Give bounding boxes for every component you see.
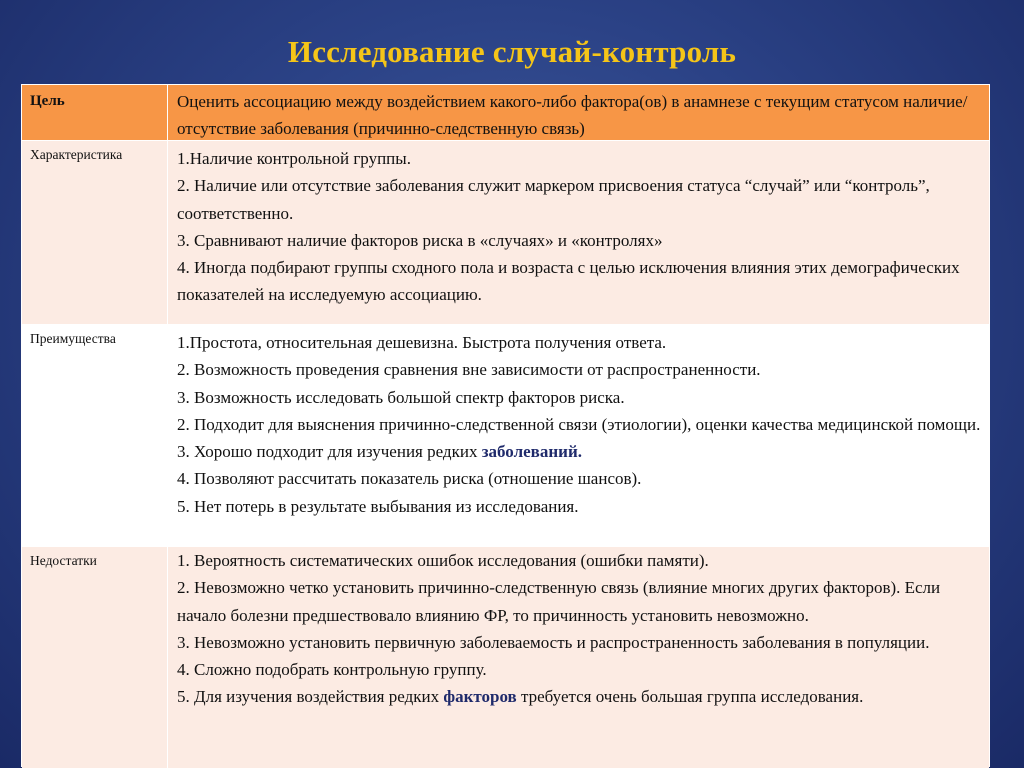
comparison-table (21, 84, 990, 767)
list-item (177, 683, 981, 710)
list-item: 3. Невозможно установить первичную заболеваемость и распространенность заболевания в популяции. (177, 632, 930, 652)
list-item: 4. Иногда подбирают группы сходного пола и возраста с целью исключения влияния этих демографических показателей на исследуемую ассоциацию. (177, 258, 960, 305)
list-item: 4. Сложно подобрать контрольную группу. (177, 660, 487, 680)
list-item: 3. Сравнивают наличие факторов риска в «случаях» и «контролях» (177, 230, 663, 250)
list-item-emphasis: заболеваний. (481, 442, 582, 462)
row-label-goal: Цель (22, 85, 168, 140)
table-row-advantages (22, 325, 989, 547)
table-row-goal (22, 85, 989, 141)
row-label-disadvantages: Недостатки (22, 547, 168, 768)
table-row-disadvantages (22, 547, 989, 768)
list-item: 4. Позволяют рассчитать показатель риска (отношение шансов). (177, 469, 642, 489)
list-item: 3. Возможность исследовать большой спектр факторов риска. (177, 387, 625, 407)
slide-title: Исследование случай-контроль (287, 34, 737, 69)
row-content-disadvantages (168, 547, 989, 768)
list-item: 1.Наличие контрольной группы. (177, 149, 411, 168)
list-item: 1. Вероятность систематических ошибок исследования (ошибки памяти). (177, 551, 709, 570)
list-item (177, 438, 981, 465)
list-item-text: 5. Для изучения воздействия редких (177, 687, 444, 707)
list-item: 2. Возможность проведения сравнения вне зависимости от распространенности. (177, 360, 761, 380)
list-item: 1.Простота, относительная дешевизна. Быстрота получения ответа. (177, 333, 667, 352)
table-row-characteristics (22, 141, 989, 325)
list-item-text: требуется очень большая группа исследования. (516, 687, 864, 707)
list-item: 5. Нет потерь в результате выбывания из исследования. (177, 496, 579, 516)
row-label-characteristics: Характеристика (22, 141, 168, 324)
row-label-advantages: Преимущества (22, 325, 168, 546)
row-content-characteristics (168, 141, 989, 324)
row-content-goal: Оценить ассоциацию между воздействием какого-либо фактора(ов) в анамнезе с текущим статусом наличие/отсутствие заболевания (причинно-следственную связь) (177, 92, 968, 138)
list-item-text: 3. Хорошо подходит для изучения редких (177, 442, 482, 462)
list-item: 2. Наличие или отсутствие заболевания служит маркером присвоения статуса “случай” или “контроль”, соответственно. (177, 176, 930, 223)
list-item-emphasis: факторов (443, 687, 517, 707)
row-content-advantages (168, 325, 989, 546)
list-item: 2. Невозможно четко установить причинно-следственную связь (влияние многих других факторов). Если начало болезни предшествовало влиянию ФР, то причинность установить невозможно. (177, 578, 941, 625)
list-item: 2. Подходит для выяснения причинно-следственной связи (этиологии), оценки качества медицинской помощи. (177, 414, 981, 434)
